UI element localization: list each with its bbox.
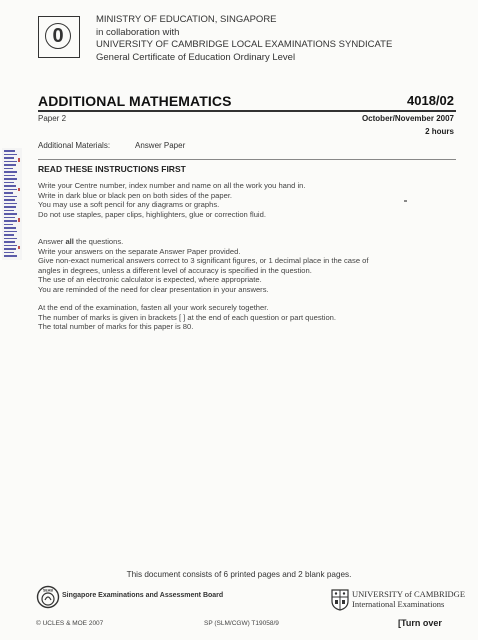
- exam-board-logo: [38, 16, 80, 58]
- instruction-line: Answer all the questions.: [38, 237, 124, 246]
- copyright: © UCLES & MOE 2007: [36, 620, 104, 627]
- instructions-end: [38, 303, 458, 332]
- scan-speck: [404, 200, 407, 202]
- divider: [38, 159, 456, 160]
- header-line-gce: General Certificate of Education Ordinary Level: [96, 51, 296, 63]
- instruction-line: You are reminded of the need for clear presentation in your answers.: [38, 284, 269, 294]
- instructions-heading: READ THESE INSTRUCTIONS FIRST: [38, 164, 186, 174]
- document-reference: SP (SLM/CGW) T19058/9: [204, 620, 279, 627]
- logo-letter: 0: [45, 23, 71, 49]
- issuing-bodies: [96, 14, 392, 64]
- cambridge-name: UNIVERSITY of CAMBRIDGE: [352, 589, 466, 599]
- materials-label: Additional Materials:: [38, 141, 111, 150]
- instructions-answering: [38, 237, 458, 295]
- turn-over: [Turn over: [398, 618, 442, 628]
- instruction-line: Give non-exact numerical answers correct to 3 significant figures, or 1 decimal place in the case of: [38, 256, 369, 266]
- materials-value: Answer Paper: [135, 141, 186, 150]
- instruction-line: Do not use staples, paper clips, highlighters, glue or correction fluid.: [38, 209, 266, 219]
- instruction-line: Write in dark blue or black pen on both sides of the paper.: [38, 190, 233, 200]
- exam-duration: 2 hours: [425, 127, 454, 136]
- header-line-collaboration: in collaboration with: [96, 26, 180, 38]
- instruction-line: angles in degrees, unless a different level of accuracy is specified in the question.: [38, 265, 312, 275]
- syllabus-code: 4018/02: [407, 93, 454, 108]
- instruction-line: Write your answers on the separate Answer Paper provided.: [38, 246, 241, 256]
- instruction-line: The use of an electronic calculator is expected, where appropriate.: [38, 275, 262, 285]
- header-line-ministry: MINISTRY OF EDUCATION, SINGAPORE: [96, 14, 277, 25]
- cambridge-division: International Examinations: [352, 599, 445, 609]
- instruction-line: The number of marks is given in brackets [ ] at the end of each question or part question.: [38, 312, 337, 322]
- header-line-cambridge: UNIVERSITY OF CAMBRIDGE LOCAL EXAMINATIONS SYNDICATE: [96, 39, 393, 50]
- divider: [38, 110, 456, 112]
- page-count-note: This document consists of 6 printed pages and 2 blank pages.: [126, 570, 352, 579]
- exam-session: October/November 2007: [361, 114, 454, 123]
- emphasis: all: [65, 237, 74, 246]
- instruction-line: At the end of the examination, fasten all your work securely together.: [38, 303, 269, 312]
- seab-name: Singapore Examinations and Assessment Board: [62, 592, 224, 599]
- paper-number: Paper 2: [38, 114, 67, 123]
- cambridge-crest-icon: [331, 589, 349, 611]
- instruction-line: Write your Centre number, index number and name on all the work you hand in.: [38, 181, 306, 190]
- seab-logo-icon: [36, 585, 60, 609]
- barcode: [2, 148, 22, 260]
- instruction-line: The total number of marks for this paper is 80.: [38, 322, 194, 332]
- seab-logo-text: SEAB: [43, 588, 53, 593]
- instruction-line: You may use a soft pencil for any diagrams or graphs.: [38, 200, 220, 210]
- instructions-admin: [38, 181, 458, 219]
- subject-title: ADDITIONAL MATHEMATICS: [38, 93, 232, 109]
